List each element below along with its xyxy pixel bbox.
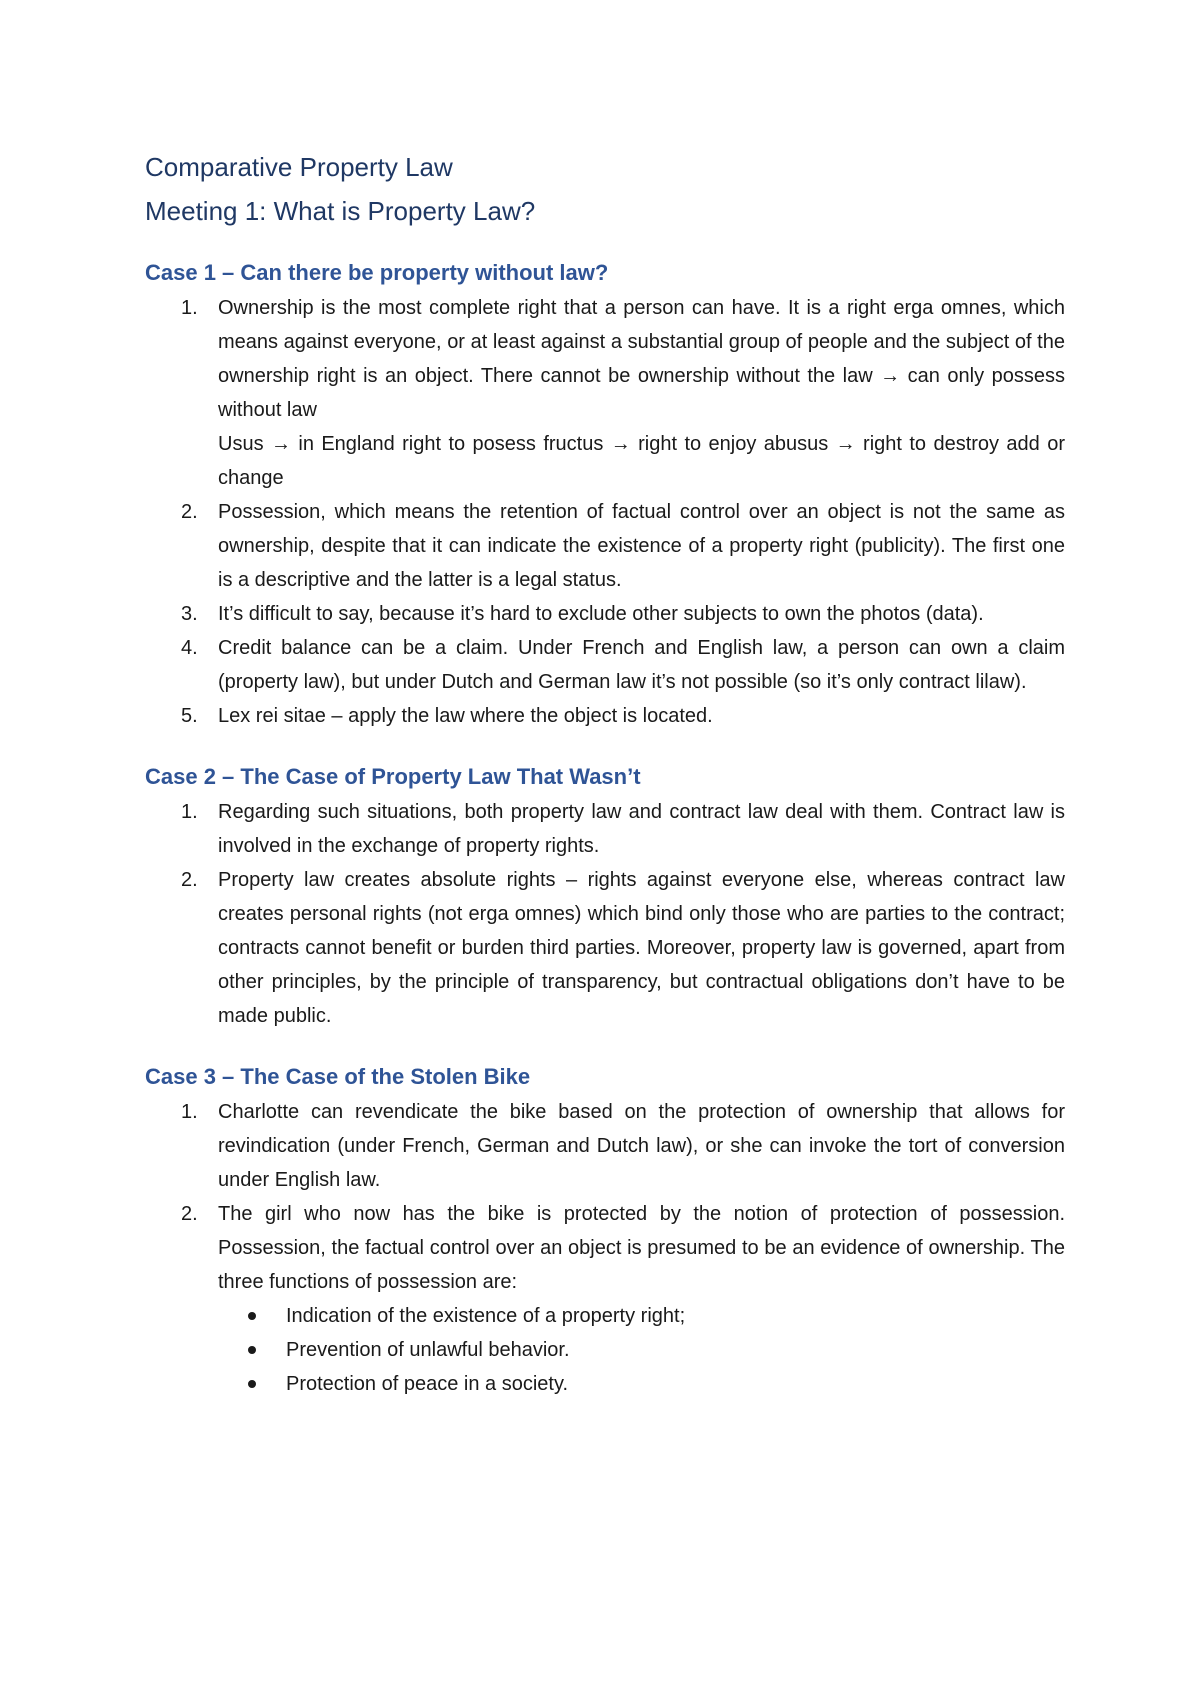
list-item [145,863,1065,1033]
list-item [145,1197,1065,1401]
bullet-icon [248,1312,256,1320]
document-title: Comparative Property Law [145,152,453,182]
item-text: Lex rei sitae – apply the law where the object is located. [218,705,713,727]
bullet-text: Protection of peace in a society. [286,1373,569,1395]
item-text: Usus → in England right to posess fructus → right to enjoy abusus → right to destroy add or change [218,433,1065,489]
list-item [145,597,1065,631]
item-number: 1. [181,297,198,319]
item-number: 1. [181,1101,198,1123]
case-2-heading: Case 2 – The Case of Property Law That Wasn’t [145,764,641,789]
case-2-answers [145,795,1065,1033]
document-subtitle: Meeting 1: What is Property Law? [145,196,536,226]
item-number: 5. [181,705,198,727]
item-text: Regarding such situations, both property law and contract law deal with them. Contract law is involved in the exchange of property rights. [218,801,1065,857]
bullet-text: Indication of the existence of a property right; [286,1305,686,1327]
item-number: 2. [181,869,198,891]
item-text: Possession, which means the retention of factual control over an object is not the same as ownership, despite that it can indicate the existence of a property right (publicity). The first one is a descriptive and the latter is a legal status. [218,501,1065,591]
list-item [145,291,1065,495]
item-text: Ownership is the most complete right that a person can have. It is a right erga omnes, which means against everyone, or at least against a substantial group of people and the subject of the ownership right is an object. There cannot be ownership without the law → can only possess without law [218,297,1065,421]
item-number: 3. [181,603,198,625]
case-1-heading: Case 1 – Can there be property without law? [145,260,609,285]
item-text: The girl who now has the bike is protected by the notion of protection of possession. Possession, the factual control over an object is presumed to be an evidence of ownership. The three functions of possession are: [218,1203,1065,1293]
bullet-text: Prevention of unlawful behavior. [286,1339,570,1361]
item-text: Property law creates absolute rights – rights against everyone else, whereas contract law creates personal rights (not erga omnes) which bind only those who are parties to the contract; contracts cannot benefit or burden third parties. Moreover, property law is governed, apart from other principles, by the principle of transparency, but contractual obligations don’t have to be made public. [218,869,1065,1027]
case-3-section [145,1059,1065,1401]
list-item [145,795,1065,863]
bullet-item [218,1333,1065,1367]
case-2-section [145,759,1065,1033]
case-1-section [145,255,1065,733]
item-text: Credit balance can be a claim. Under French and English law, a person can own a claim (property law), but under Dutch and German law it’s not possible (so it’s only contract lilaw). [218,637,1065,693]
item-number: 2. [181,1203,198,1225]
list-item [145,1095,1065,1197]
item-number: 2. [181,501,198,523]
item-text: Charlotte can revendicate the bike based on the protection of ownership that allows for revindication (under French, German and Dutch law), or she can invoke the tort of conversion under English law. [218,1101,1065,1191]
item-number: 1. [181,801,198,823]
bullet-icon [248,1380,256,1388]
list-item [145,495,1065,597]
list-item [145,699,1065,733]
case-3-answers [145,1095,1065,1401]
bullet-item [218,1367,1065,1401]
case-1-answers [145,291,1065,733]
bullet-item [218,1299,1065,1333]
case-3-heading: Case 3 – The Case of the Stolen Bike [145,1064,531,1089]
list-item [145,631,1065,699]
possession-functions-list [218,1299,1065,1401]
item-text: It’s difficult to say, because it’s hard to exclude other subjects to own the photos (data). [218,603,984,625]
item-number: 4. [181,637,198,659]
bullet-icon [248,1346,256,1354]
document-page [145,145,1065,1401]
